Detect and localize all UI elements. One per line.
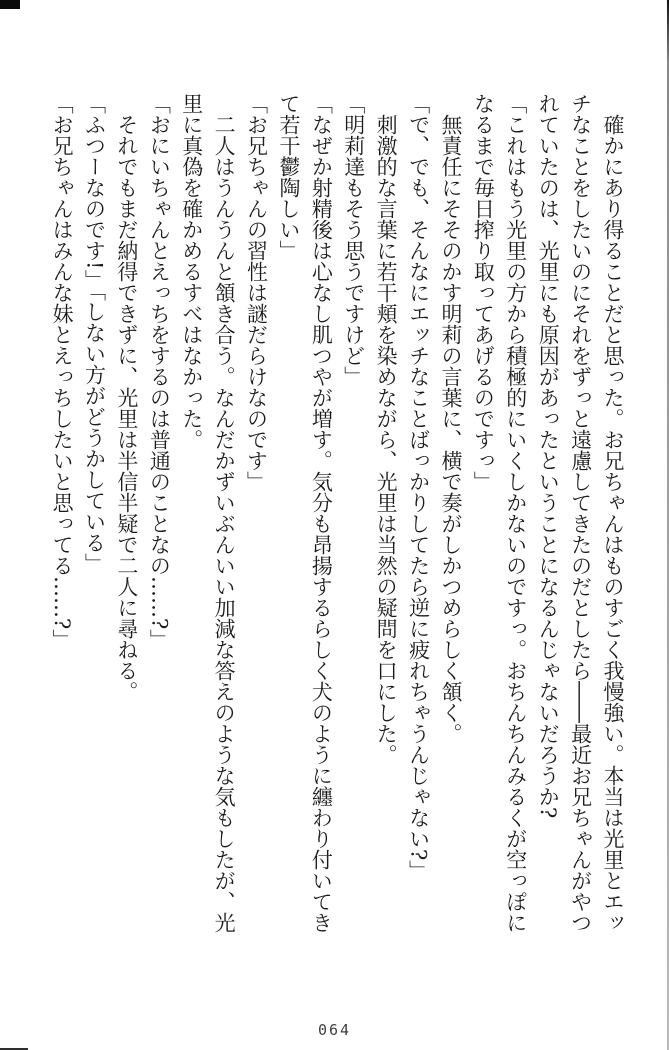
scan-artifact-top-left (0, 0, 20, 9)
text-line: それでもまだ納得できずに、光里は半信半疑で二人に尋ねる。 (114, 114, 139, 702)
text-line: れていたのは、光里にも原因があったということになるんじゃないだろうか? (536, 93, 561, 819)
text-line: 「で、でも、そんなにエッチなことばっかりしてたら逆に疲れちゃうんじゃない?」 (406, 93, 431, 882)
text-line: 「これはもう光里の方から積極的にいくしかないのですっ。おちんちんみるくが空っぽに (503, 93, 528, 933)
text-line: 「明莉達もそう思うですけど」 (341, 93, 366, 387)
text-line: 「お兄ちゃんはみんな妹とえっちしたいと思ってる……?」 (50, 93, 75, 651)
text-line: 「ふつーなのです!」「しない方がどうかしている」 (82, 93, 107, 574)
text-line: て若干鬱陶しい」 (276, 93, 301, 261)
text-line: 「なぜか射精後は心なし肌つやが増す。気分も昂揚するらしく犬のように纏わり付いてき (309, 93, 334, 933)
text-line: 「おにいちゃんとえっちをするのは普通のことなの……?」 (147, 93, 172, 651)
text-line: 無責任にそそのかす明莉の言葉に、横で奏がしかつめらしく頷く。 (438, 114, 463, 744)
text-line: 「お兄ちゃんの習性は謎だらけなのです」 (244, 93, 269, 492)
page-number: 064 (317, 1021, 352, 1039)
text-line: 刺激的な言葉に若干頬を染めながら、光里は当然の疑問を口にした。 (374, 114, 399, 765)
text-line: 二人はうんうんと頷き合う。なんだかずいぶんいい加減な答えのような気もしたが、光 (212, 114, 237, 933)
page-text (46, 93, 629, 957)
text-line: なるまで毎日搾り取ってあげるのですっ」 (471, 93, 496, 492)
text-line: チなことをしたいのにそれをずっと遠慮してきたのだとしたら――最近お兄ちゃんがやつ (568, 93, 593, 933)
text-line: 里に真偽を確かめるすべはなかった。 (179, 93, 204, 450)
text-line: 確かにあり得ることだと思った。お兄ちゃんはものすごく我慢強い。本当は光里とエッ (601, 114, 625, 933)
